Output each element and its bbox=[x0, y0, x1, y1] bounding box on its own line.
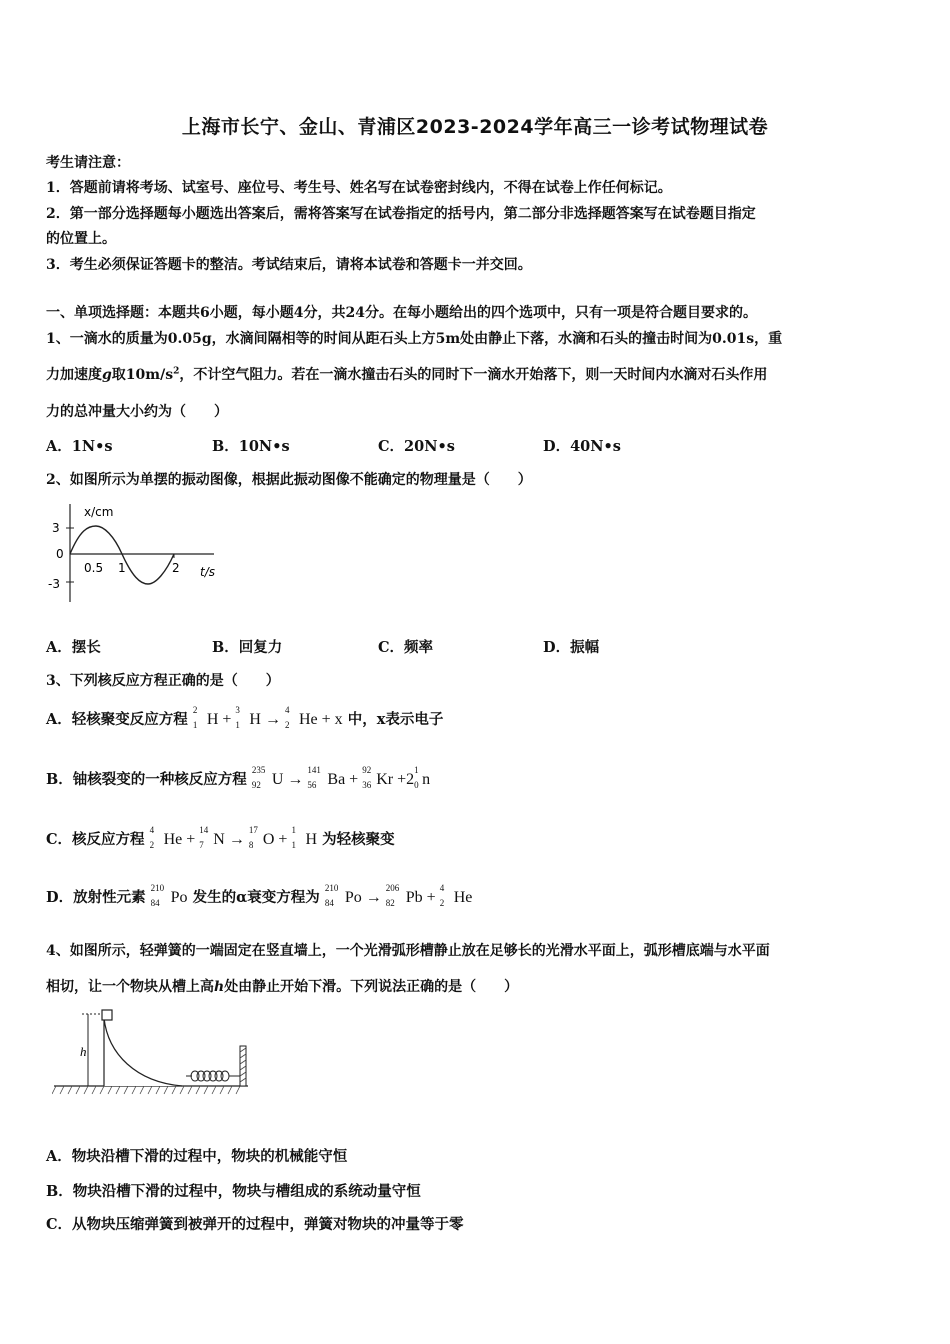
q1-text: ，不计空气阻力。若在一滴水撞击石头的同时下一滴水开始落下，则一天时间内水滴对石头作用 bbox=[179, 367, 768, 383]
nuclide: 1 1 H bbox=[291, 825, 318, 850]
polonium-symbol bbox=[150, 883, 188, 908]
nuclide: 206 82 Pb bbox=[385, 883, 423, 908]
q4-text: 处由静止开始下滑。下列说法正确的是（ ） bbox=[224, 979, 519, 995]
q4-option-b[interactable]: B．物块沿槽下滑的过程中，物块与槽组成的系统动量守恒 bbox=[46, 1183, 421, 1200]
q4-option-c[interactable]: C．从物块压缩弹簧到被弹开的过程中，弹簧对物块的冲量等于零 bbox=[46, 1216, 464, 1233]
q2-option-c[interactable]: C．频率 bbox=[378, 639, 434, 656]
option-text: B．铀核裂变的一种核反应方程 bbox=[46, 771, 247, 788]
q1-exponent: 2 bbox=[173, 366, 180, 377]
nuclide: 4 2 He bbox=[149, 825, 183, 850]
nuclide: 1 0 n bbox=[414, 765, 431, 790]
sine-curve bbox=[70, 526, 174, 584]
ground-hatch bbox=[52, 1086, 240, 1094]
q1-stem-line3: 力的总冲量大小约为（ ） bbox=[46, 404, 228, 420]
q2-oscillation-graph bbox=[44, 496, 234, 608]
q4-text: 相切，让一个物块从槽上高 bbox=[46, 979, 214, 995]
fusion-equation: 2 1 H + 3 1 H → 4 2 He + x bbox=[192, 705, 343, 730]
nuclide: 2 1 H bbox=[192, 705, 219, 730]
nuclide: 4 2 He bbox=[284, 705, 318, 730]
q1-text: 取10m/s bbox=[111, 367, 174, 383]
nuclide: 141 56 Ba bbox=[307, 765, 346, 790]
x-axis-label: t/s bbox=[200, 565, 215, 579]
nuclide: 210 84 Po bbox=[150, 883, 188, 908]
q1-g-symbol: g bbox=[102, 367, 112, 383]
transmutation-equation: 4 2 He + 14 7 N → 17 8 O + 1 1 H bbox=[149, 825, 318, 850]
q1-stem-line2 bbox=[46, 364, 767, 384]
option-text: 中，x表示电子 bbox=[347, 711, 444, 728]
q3-option-b[interactable] bbox=[46, 765, 431, 790]
nuclide: 235 92 U bbox=[251, 765, 284, 790]
y-axis-label: x/cm bbox=[84, 505, 114, 519]
block bbox=[102, 1010, 112, 1020]
notice-item: 的位置上。 bbox=[46, 231, 116, 247]
x-tick-label: 2 bbox=[172, 561, 180, 575]
q3-option-c[interactable] bbox=[46, 825, 395, 850]
y-tick-label: 0 bbox=[56, 547, 64, 561]
option-text: C．核反应方程 bbox=[46, 831, 145, 848]
notice-item: 3．考生必须保证答题卡的整洁。考试结束后，请将本试卷和答题卡一并交回。 bbox=[46, 257, 532, 273]
y-tick-label: 3 bbox=[52, 521, 60, 535]
height-label: h bbox=[80, 1044, 87, 1059]
q1-option-c[interactable]: C．20N•s bbox=[378, 438, 455, 455]
alpha-decay-equation: 210 84 Po → 206 82 Pb + 4 2 He bbox=[324, 883, 473, 908]
notice-item: 2．第一部分选择题每小题选出答案后，需将答案写在试卷指定的括号内，第二部分非选择题答案写在试卷题目指定 bbox=[46, 206, 756, 222]
option-text: 发生的α衰变方程为 bbox=[192, 889, 320, 906]
q4-stem-line1: 4、如图所示，轻弹簧的一端固定在竖直墙上，一个光滑弧形槽静止放在足够长的光滑水平面上，弧形槽底端与水平面 bbox=[46, 943, 770, 959]
q2-option-d[interactable]: D．振幅 bbox=[543, 639, 600, 656]
x-tick-label: 0.5 bbox=[84, 561, 104, 575]
spring bbox=[186, 1071, 240, 1081]
q3-stem: 3、下列核反应方程正确的是（ ） bbox=[46, 673, 280, 689]
fission-equation: 235 92 U → 141 56 Ba + 92 36 Kr +2 1 0 n bbox=[251, 765, 431, 790]
q1-option-a[interactable]: A．1N•s bbox=[46, 438, 113, 455]
notice-heading: 考生请注意： bbox=[46, 155, 130, 171]
q4-stem-line2 bbox=[46, 976, 518, 996]
q4-option-a[interactable]: A．物块沿槽下滑的过程中，物块的机械能守恒 bbox=[46, 1148, 348, 1165]
option-text: 为轻核聚变 bbox=[322, 831, 395, 848]
y-tick-label: -3 bbox=[48, 577, 60, 591]
option-text: A．轻核聚变反应方程 bbox=[46, 711, 188, 728]
q4-h-symbol: h bbox=[214, 979, 225, 995]
x-tick-label: 1 bbox=[118, 561, 126, 575]
q1-option-b[interactable]: B．10N•s bbox=[212, 438, 290, 455]
nuclide: 3 1 H bbox=[235, 705, 261, 730]
page-title: 上海市长宁、金山、青浦区2023-2024学年高三一诊考试物理试卷 bbox=[181, 116, 769, 138]
option-text: D．放射性元素 bbox=[46, 889, 146, 906]
section-heading: 一、单项选择题：本题共6小题，每小题4分，共24分。在每小题给出的四个选项中，只有一项是符合题目要求的。 bbox=[46, 305, 757, 321]
q1-stem-line1: 1、一滴水的质量为0.05g，水滴间隔相等的时间从距石头上方5m处由静止下落，水滴和石头的撞击时间为0.01s，重 bbox=[46, 331, 783, 347]
q2-option-a[interactable]: A．摆长 bbox=[46, 639, 101, 656]
notice-item: 1．答题前请将考场、试室号、座位号、考生号、姓名写在试卷密封线内，不得在试卷上作任何标记。 bbox=[46, 180, 672, 196]
nuclide: 17 8 O bbox=[248, 825, 275, 850]
q4-slope-spring-figure bbox=[52, 1008, 252, 1096]
nuclide: 14 7 N bbox=[199, 825, 225, 850]
q2-option-b[interactable]: B．回复力 bbox=[212, 639, 283, 656]
nuclide: 4 2 He bbox=[439, 883, 473, 908]
q2-stem: 2、如图所示为单摆的振动图像，根据此振动图像不能确定的物理量是（ ） bbox=[46, 472, 532, 488]
q3-option-d[interactable] bbox=[46, 883, 473, 908]
nuclide: 210 84 Po bbox=[324, 883, 362, 908]
nuclide: 92 36 Kr bbox=[362, 765, 394, 790]
q1-option-d[interactable]: D．40N•s bbox=[543, 438, 621, 455]
q1-text: 力加速度 bbox=[46, 367, 102, 383]
q3-option-a[interactable] bbox=[46, 705, 444, 730]
